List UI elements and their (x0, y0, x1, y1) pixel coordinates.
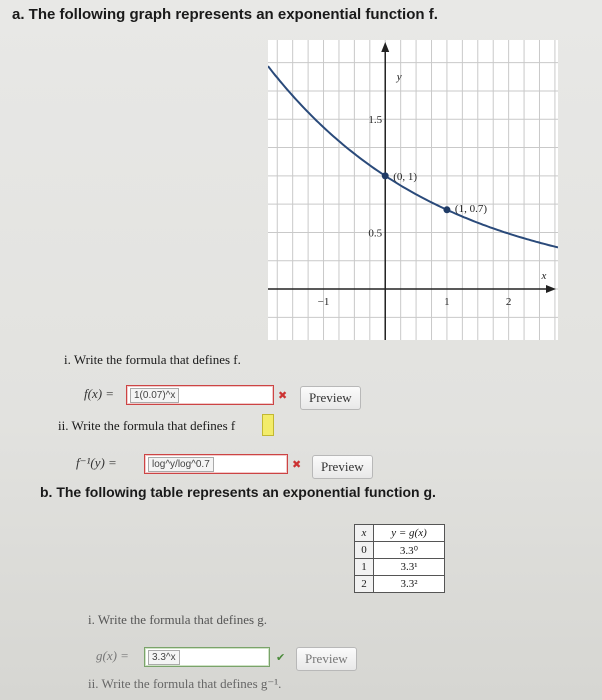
graph-svg (268, 40, 558, 340)
f-inverse-input[interactable] (144, 454, 288, 474)
f-label: f(x) = (84, 386, 115, 401)
table-row (355, 542, 445, 559)
part-b-title: b. The following table represents an exponential function g. (40, 484, 436, 500)
question-a-ii: ii. Write the formula that defines f (58, 418, 236, 433)
correct-icon: ✔ (276, 651, 286, 664)
table-header-y: y = g(x) (374, 525, 445, 542)
point-label: (1, 0.7) (454, 202, 488, 215)
y-axis-arrow (381, 42, 389, 52)
function-graph (268, 40, 558, 340)
table-cell-y: 3.3² (374, 576, 445, 593)
f-inverse-value: log^y/log^0.7 (148, 457, 214, 472)
hint-marker-icon[interactable] (262, 414, 274, 436)
preview-button-a-i[interactable]: Preview (300, 386, 361, 410)
part-a-title: a. The following graph represents an exponential function f. (12, 6, 438, 23)
g-formula-input[interactable] (144, 647, 270, 667)
table-row (355, 576, 445, 593)
incorrect-icon: ✖ (292, 458, 302, 471)
table-cell-y: 3.3¹ (374, 559, 445, 576)
question-b-i: i. Write the formula that defines g. (88, 612, 268, 627)
x-tick-label: 2 (505, 296, 512, 309)
question-b-ii: ii. Write the formula that defines g⁻¹. (88, 676, 282, 691)
x-tick-label: 1 (444, 296, 450, 309)
table-cell-x: 1 (355, 559, 374, 576)
table-cell-x: 0 (355, 542, 374, 559)
preview-button-a-ii[interactable]: Preview (312, 455, 373, 479)
point-1-0.7 (443, 206, 450, 213)
preview-button-b-i[interactable]: Preview (296, 647, 357, 671)
x-tick-label: −1 (317, 296, 330, 309)
point-label: (0, 1) (393, 170, 418, 183)
table-row (355, 559, 445, 576)
table-header-x: x (355, 525, 374, 542)
g-values-table (354, 524, 445, 593)
f-formula-value: 1(0.07)^x (130, 388, 179, 403)
y-axis-label: y (396, 71, 402, 83)
table-header-row (355, 525, 445, 542)
g-formula-value: 3.3^x (148, 650, 180, 665)
f-formula-input[interactable] (126, 385, 274, 405)
table-cell-x: 2 (355, 576, 374, 593)
f-inverse-label: f⁻¹(y) = (76, 455, 117, 470)
question-a-i: i. Write the formula that defines f. (64, 352, 241, 367)
exponential-curve (268, 66, 558, 247)
table-cell-y: 3.3⁰ (374, 542, 445, 559)
x-axis-label: x (541, 270, 547, 283)
y-tick-label: 0.5 (368, 227, 383, 240)
g-label: g(x) = (96, 648, 129, 663)
incorrect-icon: ✖ (278, 389, 288, 402)
point-0-1 (382, 172, 389, 179)
y-tick-label: 1.5 (368, 114, 383, 127)
